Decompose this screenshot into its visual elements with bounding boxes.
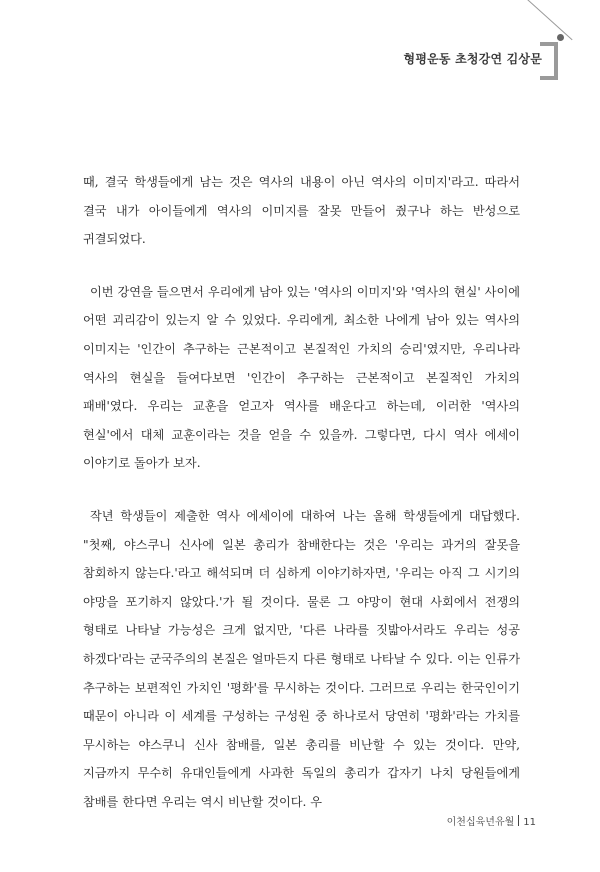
body-paragraph-1: 때, 결국 학생들에게 남는 것은 역사의 내용이 아닌 역사의 이미지'라고. 따라서 결국 내가 아이들에게 역사의 이미지를 잘못 만들어 줬구나 하는 반성으로 귀결되었다. [83,175,520,247]
footer-separator [518,815,519,826]
page-number: 11 [523,817,536,828]
body-paragraph-3: 작년 학생들이 제출한 역사 에세이에 대하여 나는 올해 학생들에게 대답했다. "첫째, 야스쿠니 신사에 일본 총리가 참배한다는 것은 '우리는 과거의 잘못을 참회하지 않는다.'라고 해석되며 더 심하게 이야기하자면, '우리는 아직 그 시기의 야망을 포기하지 않았다.'가 될 것이다. 물론 그 야망이 현대 사회에서 전쟁의 형태로 나타날 가능성은 크게 없지만, '다른 나라를 짓밟아서라도 우리는 성공 하겠다'라는 군국주의의 본질은 얼마든지 다른 형태로 나타날 수 있다. 이는 인류가 추구하는 보편적인 가치인 '평화'를 무시하는 것이다. 그러므로 우리는 한국인이기 때문이 아니라 이 세계를 구성하는 구성원 중 하나로서 당연히 '평화'라는 가치를 무시하는 야스쿠니 신사 참배를, 일본 총리를 비난할 수 있는 것이다. 만약, 지금까지 무수히 유대인들에게 사과한 독일의 총리가 갑자기 나치 당원들에게 참배를 한다면 우리는 역시 비난할 것이다. 우 [83,508,520,809]
page-footer [447,813,536,828]
corner-decoration-dot [557,34,564,41]
page-body [83,168,520,816]
header-bracket-decoration [540,42,558,80]
body-paragraph-2: 이번 강연을 들으면서 우리에게 남아 있는 '역사의 이미지'와 '역사의 현실' 사이에 어떤 괴리감이 있는지 알 수 있었다. 우리에게, 최소한 나에게 남아 있는 역사의 이미지는 '인간이 추구하는 근본적이고 본질적인 가치의 승리'였지만, 우리나라 역사의 현실을 들여다보면 '인간이 추구하는 근본적이고 본질적인 가치의 패배'였다. 우리는 교훈을 얻고자 역사를 배운다고 하는데, 이러한 '역사의 현실'에서 대체 교훈이라는 것을 얻을 수 있을까. 그렇다면, 다시 역사 에세이 이야기로 돌아가 보자. [83,284,520,471]
running-header-title: 형평운동 초청강연 김상문 [403,52,542,66]
footer-book-title: 이천십육년유월 [446,817,515,828]
